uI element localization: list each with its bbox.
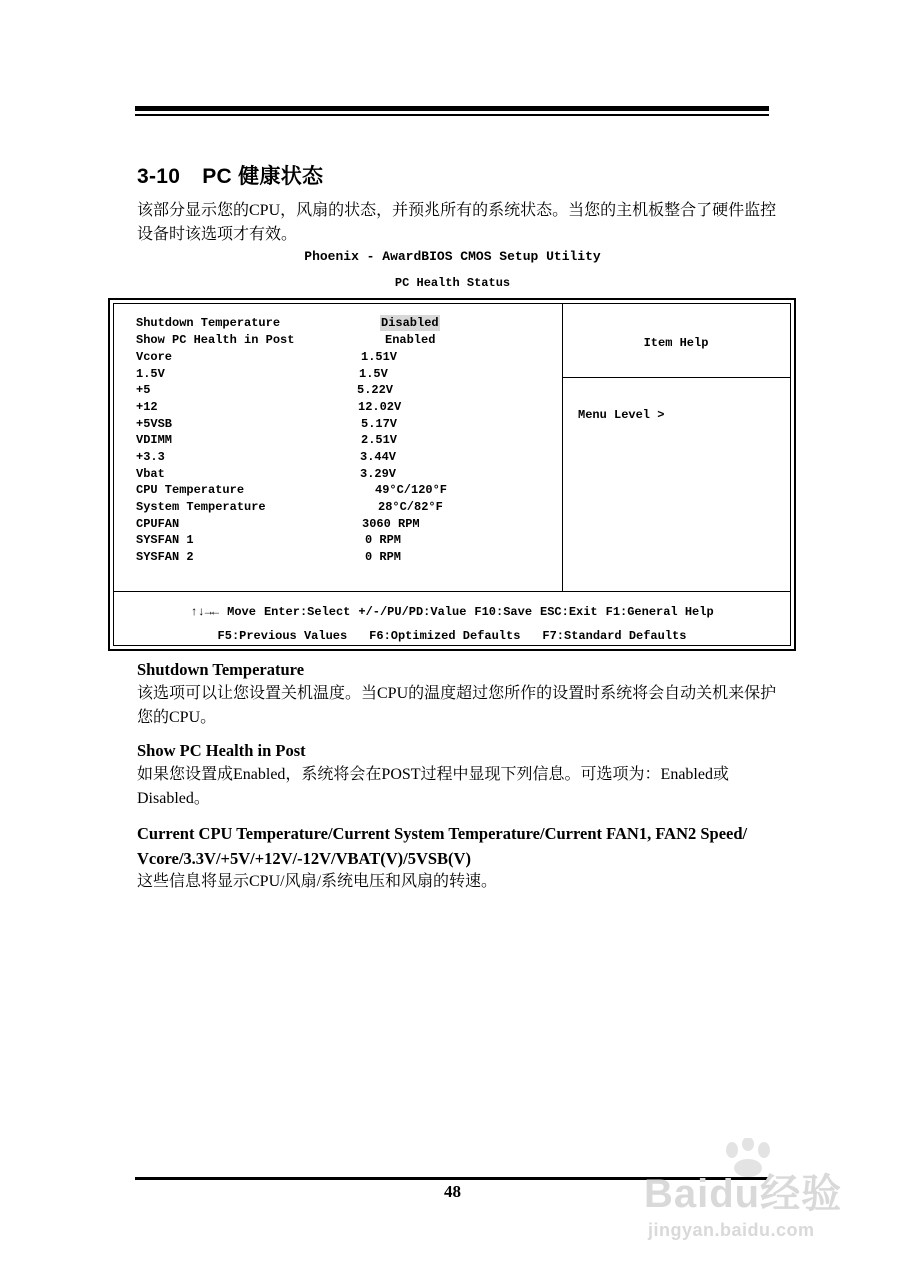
bios-item-label: 1.5V (136, 367, 165, 381)
watermark-url: jingyan.baidu.com (648, 1220, 815, 1240)
header-rule-thick (135, 106, 769, 111)
bios-item-label: CPU Temperature (136, 483, 245, 497)
key-hints-line-2 (114, 629, 790, 643)
bios-item-label: Vbat (136, 467, 165, 481)
bios-item-value: 0 RPM (365, 533, 402, 547)
bios-item-value: 12.02V (358, 400, 402, 414)
key-hint-esc[interactable]: ESC:Exit (540, 605, 598, 619)
bios-item-value[interactable]: Enabled (385, 333, 436, 347)
bios-item-value: 3060 RPM (362, 517, 420, 531)
bios-item-cpu-temperature (136, 482, 556, 498)
bios-item-sysfan2 (136, 549, 556, 565)
section-title-text: PC 健康状态 (202, 165, 324, 188)
bios-utility-title: Phoenix - AwardBIOS CMOS Setup Utility (304, 249, 601, 264)
bios-item-label: SYSFAN 1 (136, 533, 194, 547)
key-hint-enter[interactable]: Enter:Select (263, 605, 351, 619)
key-hint-f5[interactable]: F5:Previous Values (217, 629, 348, 643)
bios-item-plus3-3 (136, 449, 556, 465)
page-number: 48 (444, 1182, 461, 1201)
bios-item-value: 2.51V (361, 433, 398, 447)
bios-item-value: 3.29V (360, 467, 397, 481)
bios-item-show-pc-health[interactable] (136, 332, 556, 348)
menu-level-indicator: Menu Level > (578, 408, 665, 422)
bios-screen-title: PC Health Status (394, 276, 511, 290)
bios-item-sysfan1 (136, 532, 556, 548)
bios-item-5vsb (136, 416, 556, 432)
key-hint-f7[interactable]: F7:Standard Defaults (542, 629, 687, 643)
bios-item-label: System Temperature (136, 500, 266, 514)
bios-item-cpufan (136, 516, 556, 532)
bios-item-label: Show PC Health in Post (136, 333, 295, 347)
key-hint-value[interactable]: +/-/PU/PD:Value (358, 605, 467, 619)
key-hint-move: Move (227, 605, 256, 619)
bios-item-label: +12 (136, 400, 158, 414)
key-hints-line-1 (114, 605, 790, 619)
bios-item-label: SYSFAN 2 (136, 550, 194, 564)
bios-item-value: 1.51V (361, 350, 398, 364)
desc-heading-shutdown-temperature: Shutdown Temperature (137, 660, 305, 679)
desc-heading-show-pc-health: Show PC Health in Post (137, 741, 306, 760)
bios-item-label: Shutdown Temperature (136, 316, 281, 330)
bios-item-vcore (136, 349, 556, 365)
intro-paragraph: 该部分显示您的CPU，风扇的状态，并预兆所有的系统状态。当您的主机板整合了硬件监控设备时该选项才有效。 (137, 202, 777, 243)
header-rule-thin (135, 114, 769, 116)
key-hint-f10[interactable]: F10:Save (474, 605, 533, 619)
bios-item-value: 3.44V (360, 450, 397, 464)
desc-heading-monitor-readings: Current CPU Temperature/Current System Temperature/Current FAN1, FAN2 Speed/ Vcore/3.3V/+5V/+12V/-12V/VBAT(V)/5VSB(V) (137, 824, 748, 868)
bios-item-label: VDIMM (136, 433, 173, 447)
bios-item-label: CPUFAN (136, 517, 180, 531)
bios-item-value: 5.22V (357, 383, 394, 397)
bios-item-system-temperature (136, 499, 556, 515)
key-hint-f6[interactable]: F6:Optimized Defaults (369, 629, 521, 643)
key-hint-f1[interactable]: F1:General Help (605, 605, 714, 619)
bios-item-vbat (136, 466, 556, 482)
watermark-logo: Baidu经验 (644, 1172, 843, 1216)
bios-item-value: 28°C/82°F (378, 500, 443, 514)
bios-item-label: +5 (136, 383, 151, 397)
bios-item-plus5 (136, 382, 556, 398)
help-divider (562, 377, 790, 378)
bios-item-plus12 (136, 399, 556, 415)
desc-text-shutdown-temperature: 该选项可以让您设置关机温度。当CPU的温度超过您所作的设置时系统将会自动关机来保护您的CPU。 (137, 685, 777, 726)
footer-divider (114, 591, 790, 592)
bios-item-label: +3.3 (136, 450, 165, 464)
bios-screen-inner (113, 303, 791, 646)
bios-item-value: 0 RPM (365, 550, 402, 564)
item-help-title: Item Help (643, 336, 709, 350)
bios-item-1-5v (136, 366, 556, 382)
desc-text-show-pc-health: 如果您设置成Enabled，系统将会在POST过程中显现下列信息。可选项为：Enabled或Disabled。 (137, 766, 729, 807)
bios-screen (108, 298, 796, 651)
baidu-jingyan-watermark (644, 1138, 854, 1256)
bios-item-value: 1.5V (359, 367, 388, 381)
arrow-keys-icon: ↑↓→← (190, 605, 220, 619)
section-title (137, 160, 323, 190)
bios-item-label: Vcore (136, 350, 173, 364)
section-number: 3-10 (137, 165, 181, 188)
bios-item-value-selected[interactable]: Disabled (381, 316, 439, 330)
bios-item-value: 5.17V (361, 417, 398, 431)
bios-item-vdimm (136, 432, 556, 448)
bios-item-label: +5VSB (136, 417, 173, 431)
desc-text-monitor-readings: 这些信息将显示CPU/风扇/系统电压和风扇的转速。 (137, 873, 498, 890)
bios-item-shutdown-temperature[interactable] (136, 315, 556, 331)
bios-item-value: 49°C/120°F (375, 483, 448, 497)
